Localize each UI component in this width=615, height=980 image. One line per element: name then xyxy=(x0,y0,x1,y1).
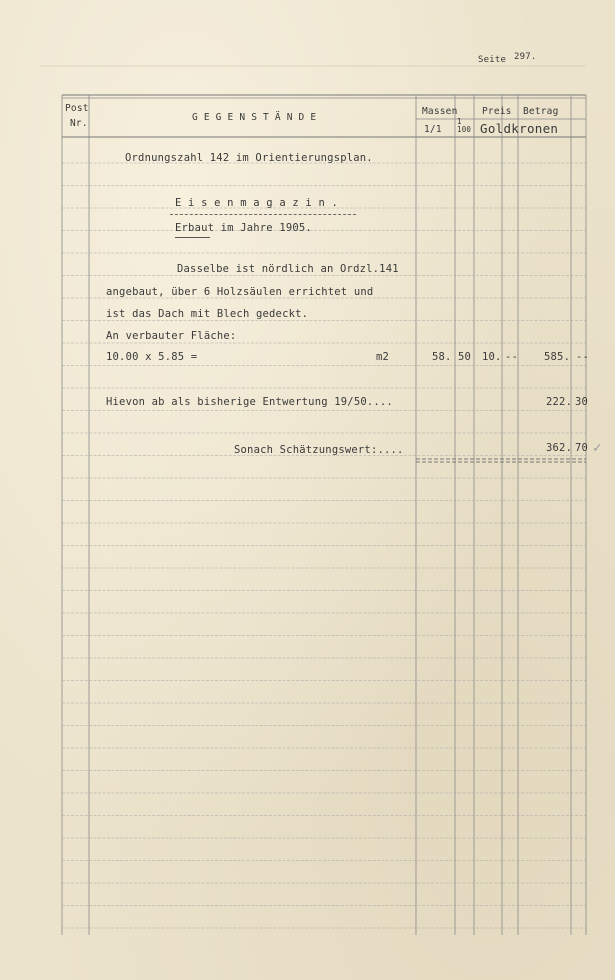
betrag-2-cents: 30 xyxy=(575,396,589,408)
line-beschreibung-2: angebaut, über 6 Holzsäulen errichtet und xyxy=(106,286,374,298)
betrag-3: 362. xyxy=(546,442,573,454)
title-underline xyxy=(170,214,356,215)
line-beschreibung-3: ist das Dach mit Blech gedeckt. xyxy=(106,308,309,320)
line-ordnungszahl: Ordnungszahl 142 im Orientierungsplan. xyxy=(125,152,373,164)
line-flaeche-calc: 10.00 x 5.85 = xyxy=(106,351,198,363)
header-currency: Goldkronen xyxy=(480,121,559,136)
header-unit-whole: 1/1 xyxy=(424,124,442,135)
line-titel: E i s e n m a g a z i n . xyxy=(175,197,339,209)
check-mark-icon: ✓ xyxy=(593,440,602,456)
unit-m2: m2 xyxy=(376,351,390,363)
line-abzug: Hievon ab als bisherige Entwertung 19/50.... xyxy=(106,396,393,408)
header-nr: Nr. xyxy=(70,118,88,129)
betrag-3-cents: 70 xyxy=(575,442,589,454)
preis-value: 10. xyxy=(482,351,502,363)
page-number: 297. xyxy=(514,52,537,62)
header-unit-hundredth: 1 100 xyxy=(457,117,472,134)
header-post: Post xyxy=(65,103,89,114)
line-erbaut: Erbaut im Jahre 1905. xyxy=(175,222,312,234)
header-preis: Preis xyxy=(482,106,512,117)
betrag-2: 222. xyxy=(546,396,573,408)
betrag-1-cents: -- xyxy=(576,351,590,363)
header-gegenstaende: G E G E N S T Ä N D E xyxy=(192,112,317,123)
line-schaetzwert: Sonach Schätzungswert:.... xyxy=(234,444,404,456)
page-number-label: Seite xyxy=(478,55,507,65)
header-betrag: Betrag xyxy=(523,106,559,117)
masse-whole: 58. xyxy=(432,351,452,363)
betrag-1: 585. xyxy=(544,351,571,363)
erbaut-strike xyxy=(175,237,210,238)
line-flaeche-label: An verbauter Fläche: xyxy=(106,330,237,342)
masse-hundredth: 50 xyxy=(458,351,472,363)
preis-cents: -- xyxy=(505,351,519,363)
header-massen: Massen xyxy=(422,106,458,117)
line-beschreibung-1: Dasselbe ist nördlich an Ordzl.141 xyxy=(177,263,399,275)
